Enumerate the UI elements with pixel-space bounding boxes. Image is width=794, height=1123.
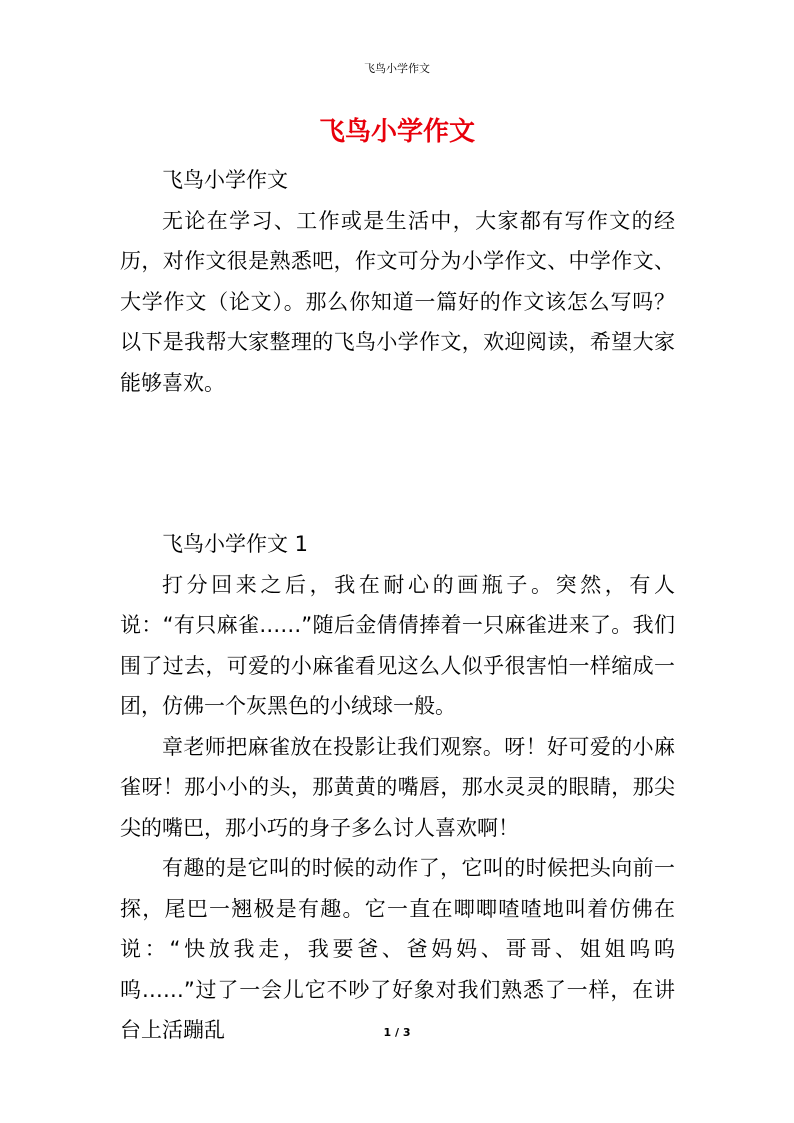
body-paragraph: 章老师把麻雀放在投影让我们观察。呀！好可爱的小麻雀呀！那小小的头，那黄黄的嘴唇，那水灵灵的眼睛，那尖尖的嘴巴，那小巧的身子多么讨人喜欢啊！ [120, 734, 675, 840]
subtitle: 飞鸟小学作文 [162, 168, 288, 192]
body-paragraph: 打分回来之后，我在耐心的画瓶子。突然，有人说：“有只麻雀……”随后金倩倩捧着一只麻雀进来了。我们围了过去，可爱的小麻雀看见这么人似乎很害怕一样缩成一团，仿佛一个灰黑色的小绒球一般。 [120, 572, 675, 718]
document-title: 飞鸟小学作文 [318, 117, 475, 147]
page-number: 1 / 3 [383, 1026, 411, 1039]
intro-paragraph: 无论在学习、工作或是生活中，大家都有写作文的经历，对作文很是熟悉吧，作文可分为小学作文、中学作文、大学作文（论文）。那么你知道一篇好的作文该怎么写吗？以下是我帮大家整理的飞鸟小学作文，欢迎阅读，希望大家能够喜欢。 [120, 208, 675, 395]
document-body [120, 160, 675, 1051]
section-heading: 飞鸟小学作文 1 [162, 532, 309, 556]
running-header: 飞鸟小学作文 [364, 62, 430, 75]
section-spacer [120, 403, 675, 524]
body-paragraph: 有趣的是它叫的时候的动作了，它叫的时候把头向前一探，尾巴一翘极是有趣。它一直在唧唧喳喳地叫着仿佛在说：“快放我走，我要爸、爸妈妈、哥哥、姐姐呜呜呜……”过了一会儿它不吵了好象对我们熟悉了一样，在讲台上活蹦乱 [120, 856, 675, 1042]
